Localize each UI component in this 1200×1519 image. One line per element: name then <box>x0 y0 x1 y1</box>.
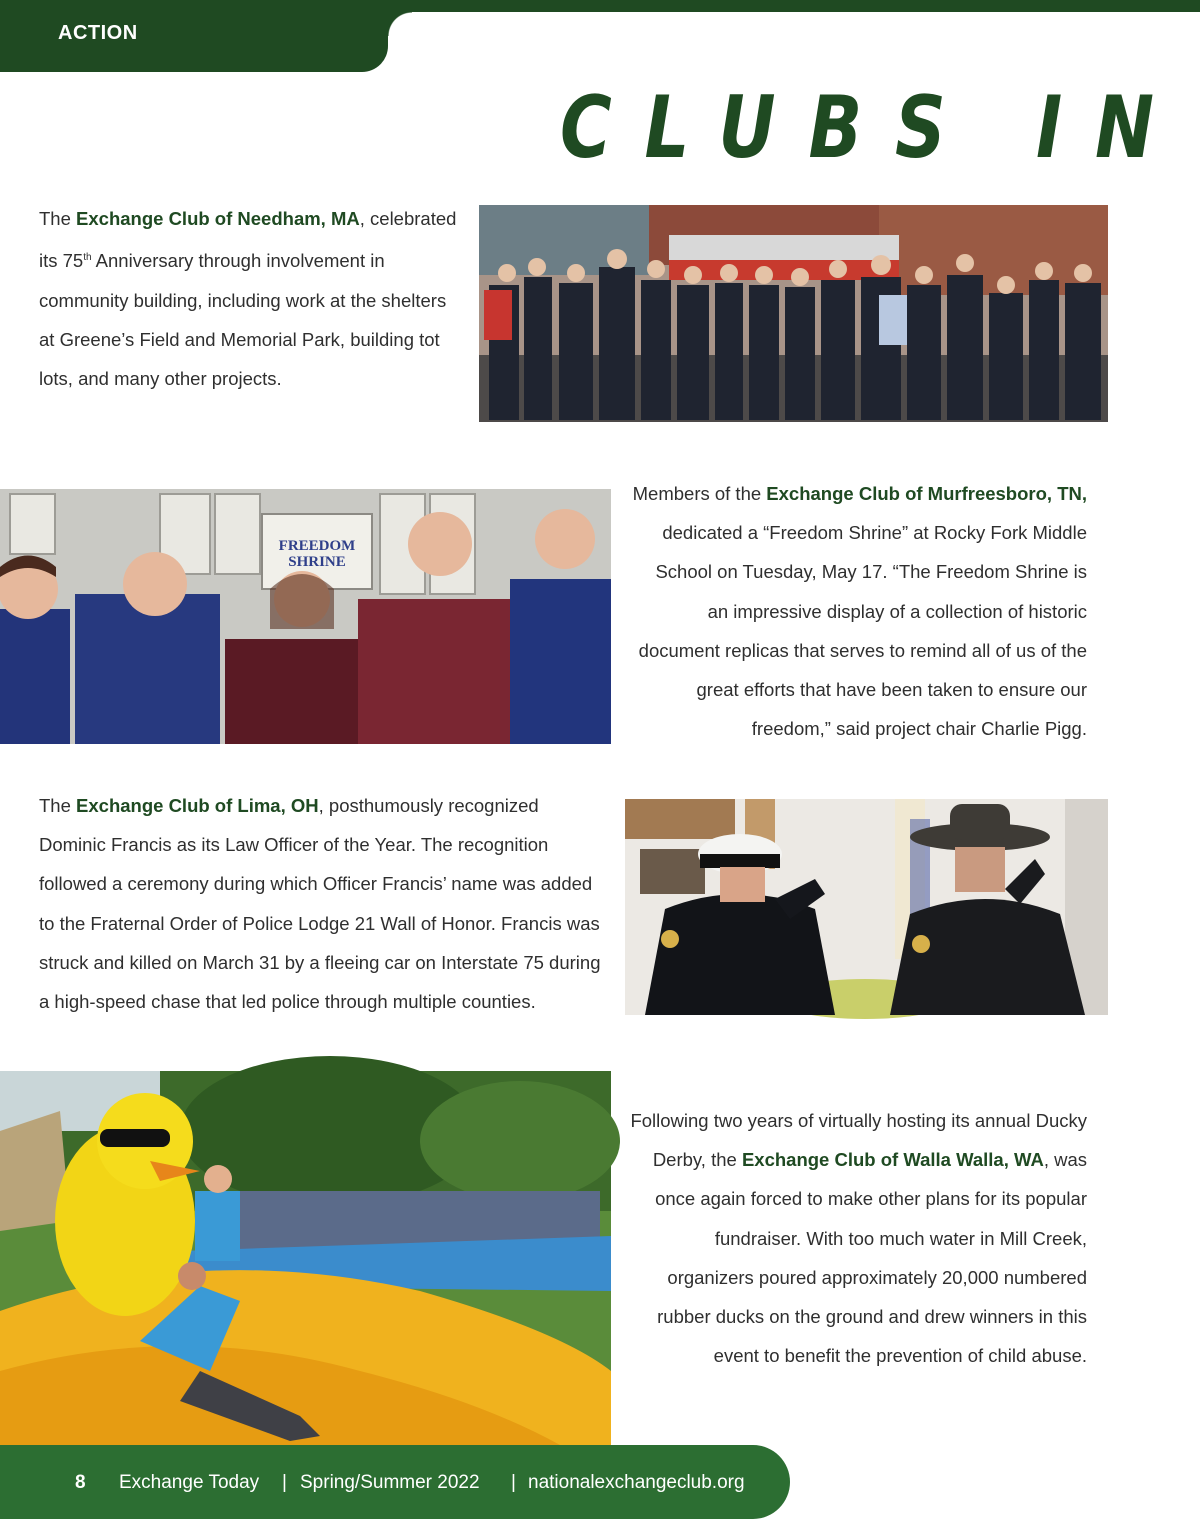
photo-needham-group <box>479 205 1108 422</box>
club-name-needham: Exchange Club of Needham, MA <box>76 208 360 229</box>
story-wallawalla: Following two years of virtually hosting its annual Ducky Derby, the Exchange Club of Walla Walla, WA, was once again forced to make other plans for its popular fundraiser. With too much water in Mill Creek, organizers poured approximately 20,000 numbered rubber ducks on the ground and drew winners in this event to benefit the prevention of child abuse. <box>630 1110 1087 1367</box>
publication-name: Exchange Today <box>119 1472 260 1493</box>
story-lima: The Exchange Club of Lima, OH, posthumously recognized Dominic Francis as its Law Officer of the Year. The recognition followed a ceremony during which Officer Francis’ name was added to the Fraternal Order of Police Lodge 21 Wall of Honor. Francis was struck and killed on March 31 by a fleeing car on Interstate 75 during a high-speed chase that led police through multiple counties. <box>39 795 601 1013</box>
page-number: 8 <box>75 1472 86 1493</box>
photo-lima-salute <box>625 799 1108 1015</box>
issue-label: Spring/Summer 2022 <box>300 1472 480 1493</box>
story-needham: The Exchange Club of Needham, MA, celebrated its 75th Anniversary through involvement in community building, including work at the shelters at Greene’s Field and Memorial Park, building tot lots, and many other projects. <box>39 208 457 389</box>
photo-wallawalla-ducky-derby <box>0 1071 611 1445</box>
website-link[interactable]: nationalexchangeclub.org <box>528 1472 745 1493</box>
section-tab <box>0 0 388 72</box>
shrine-sign-line1: FREEDOM <box>278 538 356 554</box>
section-label: ACTION <box>58 22 138 44</box>
club-name-murfreesboro: Exchange Club of Murfreesboro, TN, <box>766 483 1087 504</box>
page-footer <box>0 1445 790 1519</box>
page-headline: CLUBS IN <box>560 78 1187 178</box>
photo-murfreesboro-shrine <box>0 489 611 744</box>
shrine-sign-line2: SHRINE <box>288 554 346 570</box>
club-name-lima: Exchange Club of Lima, OH <box>76 795 319 816</box>
story-murfreesboro: Members of the Exchange Club of Murfreesboro, TN, dedicated a “Freedom Shrine” at Rocky Fork Middle School on Tuesday, May 17. “The Freedom Shrine is an impressive display of a collection of historic document replicas that serves to remind all of us of the great efforts that have been taken to ensure our freedom,” said project chair Charlie Pigg. <box>632 483 1087 740</box>
footer-separator: | <box>282 1472 287 1493</box>
footer-separator: | <box>511 1472 516 1493</box>
club-name-wallawalla: Exchange Club of Walla Walla, WA <box>741 1149 1044 1171</box>
